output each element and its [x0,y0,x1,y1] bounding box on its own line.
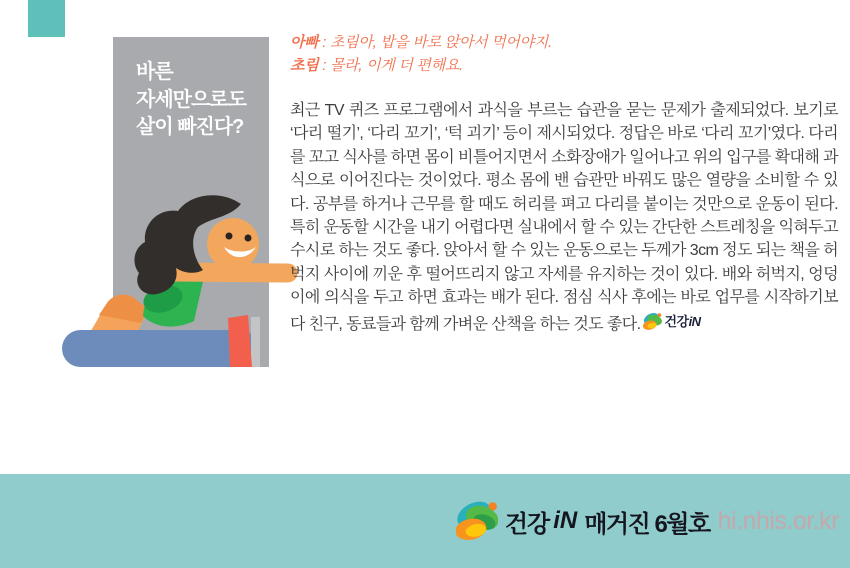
health-in-leaf-icon [643,311,662,332]
article-body [290,99,838,336]
face-shape [207,218,259,270]
dialog-speaker: 아빠 [290,34,319,51]
footer-brand-text: 건강 [504,510,550,538]
inline-logo-brand: 건강 [664,313,689,329]
eye-shape [226,233,233,240]
leg-shape [62,330,258,367]
health-in-leaf-icon [456,497,498,545]
footer-band [0,474,850,568]
health-in-inline-logo [643,310,700,333]
footer-brand-in-text: iN [553,507,578,534]
stretching-person-illustration [45,186,310,368]
dialog-text: : 몰라, 이게 더 편해요. [318,57,463,74]
dialog-line-chorim [290,54,838,77]
footer-website-url: hi.nhis.or.kr [717,506,839,535]
article-text: 최근 TV 퀴즈 프로그램에서 과식을 부르는 습관을 묻는 문제가 출제되었다. 보기로 ‘다리 떨기’, ‘다리 꼬기’, ‘턱 괴기’ 등이 제시되었다. 정답은 바로 ‘다리 꼬기’였다. 다리를 꼬고 식사를 하면 몸이 비틀어지면서 소화장애가 일어나고 위의 입구를 확대해 과식으로 이어진다는 것이었다. 평소 몸에 밴 습관만 바꿔도 많은 열량을 소비할 수 있다. 공부를 하거나 근무를 할 때도 허리를 펴고 다리를 붙이는 것만으로 운동이 된다. 특히 운동할 시간을 내기 어렵다면 실내에서 할 수 있는 간단한 스트레칭을 익혀두고 수시로 하는 것도 좋다. 앉아서 할 수 있는 운동으로는 두께가 3cm 정도 되는 책을 허벅지 사이에 끼운 후 떨어뜨리지 않고 자세를 유지하는 것이 있다. 배와 허벅지, 엉덩이에 의식을 두고 하면 효과는 배가 된다. 점심 식사 후에는 바로 업무를 시작하기보다 친구, 동료들과 함께 가벼운 산책을 하는 것도 좋다. [290,102,838,333]
page-title-line: 자세만으로도 [136,88,246,111]
inline-logo-in: iN [688,313,701,329]
dialog-text: : 초림아, 밥을 바로 앉아서 먹어야지. [318,34,552,51]
dialog-speaker: 초림 [290,57,319,74]
eye-shape [245,235,252,242]
accent-square [28,0,65,37]
footer-logo-lockup [456,474,839,568]
dialog-line-dad [290,31,838,54]
shoe-sole-shape [251,317,260,367]
dialog-block [290,31,838,77]
page-title-line: 바른 [136,61,173,83]
shoe-shape [228,315,252,367]
page-title-line: 살이 빠진다? [136,116,244,138]
footer-magazine-issue: 매거진 6월호 [584,510,710,538]
